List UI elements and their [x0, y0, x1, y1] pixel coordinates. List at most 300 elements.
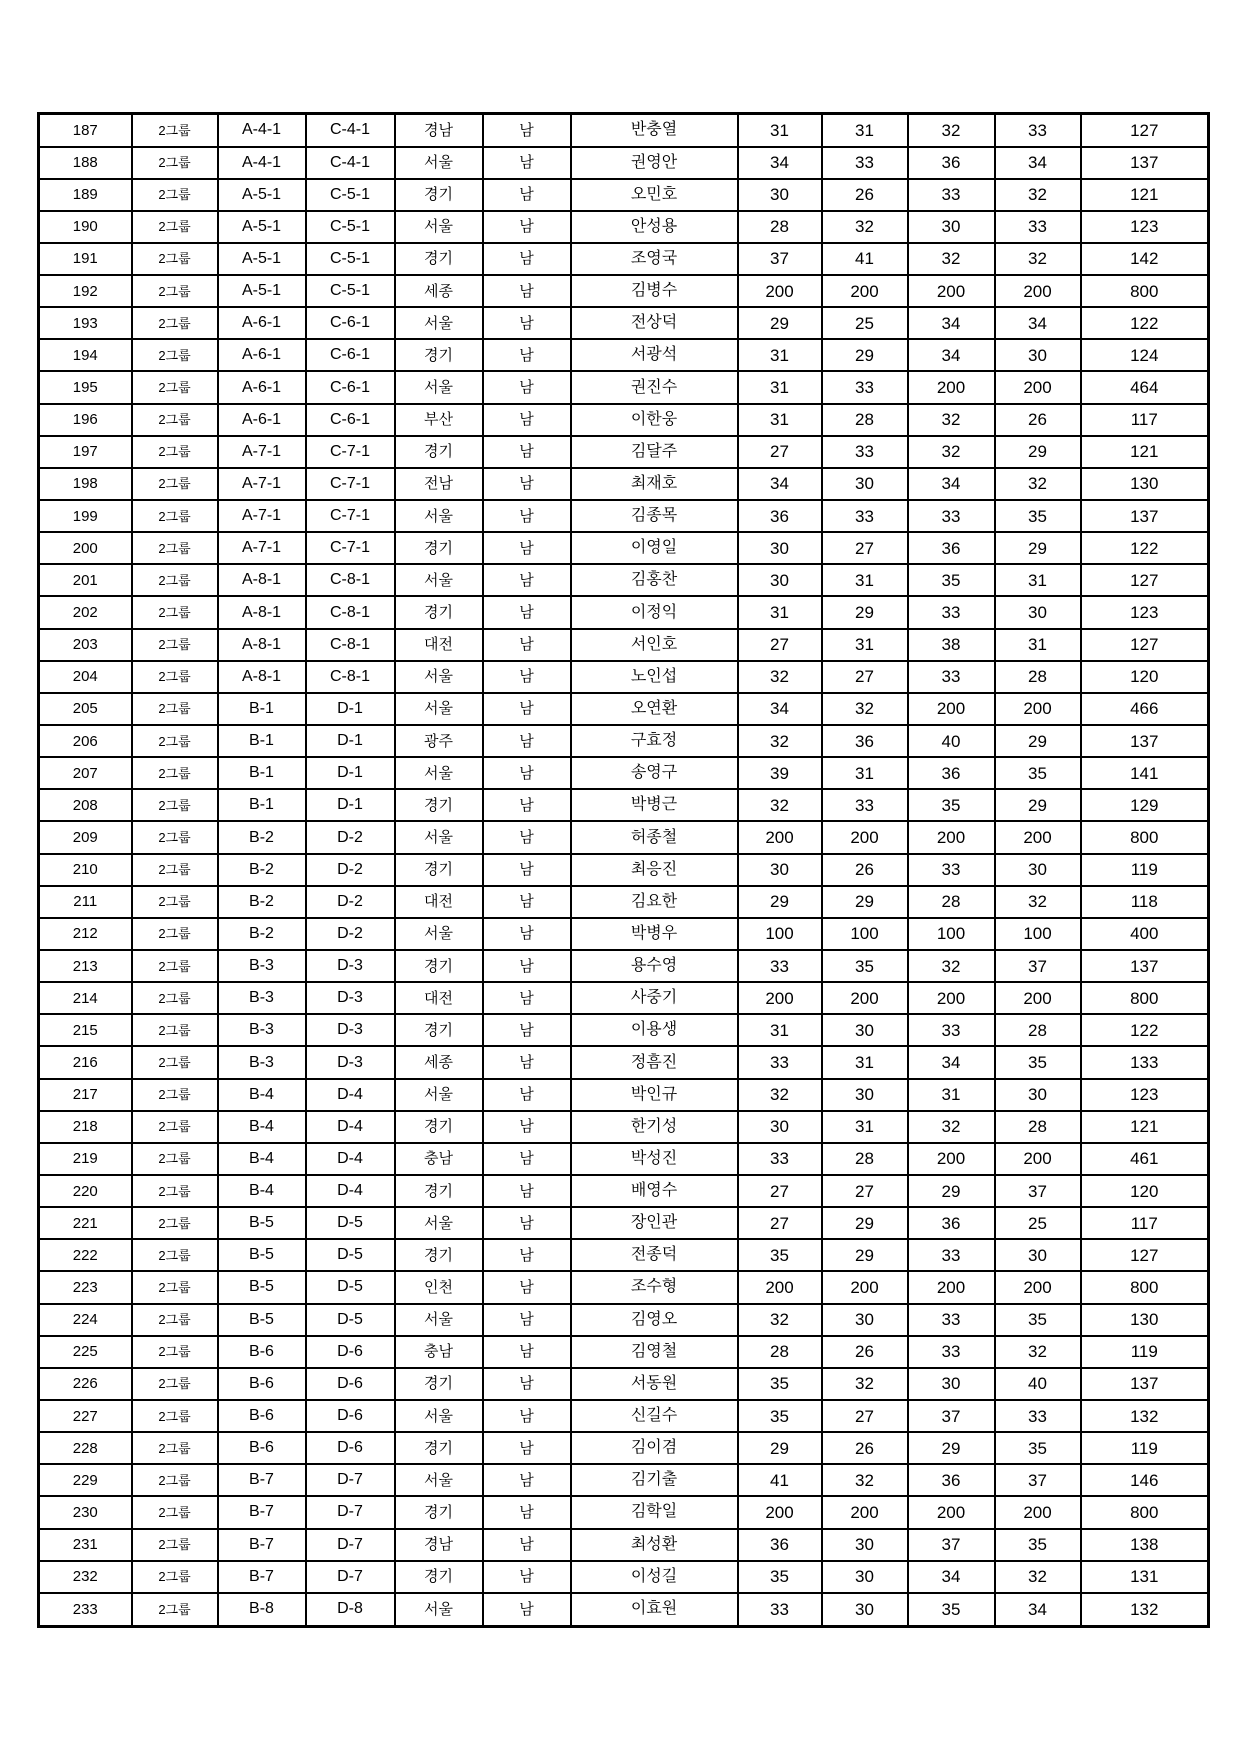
cell-gender: 남: [483, 725, 571, 757]
cell-score3: 200: [908, 1271, 995, 1303]
cell-name: 노인섭: [571, 661, 738, 693]
cell-region: 인천: [395, 1271, 483, 1303]
cell-score2: 31: [822, 757, 908, 789]
cell-region: 경기: [395, 1496, 483, 1528]
cell-score2: 27: [822, 532, 908, 564]
cell-region: 경기: [395, 1368, 483, 1400]
score-table: [37, 112, 1210, 1628]
cell-group: 2그룹: [132, 1464, 218, 1496]
cell-total: 127: [1081, 564, 1209, 596]
cell-score4: 30: [995, 854, 1081, 886]
cell-no: 229: [39, 1464, 132, 1496]
cell-gender: 남: [483, 1496, 571, 1528]
cell-no: 201: [39, 564, 132, 596]
cell-group: 2그룹: [132, 693, 218, 725]
cell-score4: 200: [995, 693, 1081, 725]
cell-score1: 31: [738, 114, 822, 147]
cell-score4: 40: [995, 1368, 1081, 1400]
cell-score2: 25: [822, 307, 908, 339]
cell-total: 117: [1081, 404, 1209, 436]
cell-score2: 32: [822, 1368, 908, 1400]
cell-group: 2그룹: [132, 339, 218, 371]
cell-class-a: B-4: [218, 1079, 306, 1111]
cell-gender: 남: [483, 789, 571, 821]
cell-region: 경기: [395, 950, 483, 982]
cell-score1: 36: [738, 500, 822, 532]
cell-group: 2그룹: [132, 1143, 218, 1175]
cell-group: 2그룹: [132, 854, 218, 886]
table-row: [39, 1400, 1209, 1432]
cell-class-d: D-5: [306, 1239, 395, 1271]
cell-region: 서울: [395, 1464, 483, 1496]
cell-total: 130: [1081, 1304, 1209, 1336]
cell-gender: 남: [483, 1336, 571, 1368]
cell-score1: 34: [738, 693, 822, 725]
cell-class-d: D-2: [306, 886, 395, 918]
cell-region: 경기: [395, 1111, 483, 1143]
table-row: [39, 1529, 1209, 1561]
cell-total: 117: [1081, 1207, 1209, 1239]
cell-class-a: A-8-1: [218, 596, 306, 628]
cell-gender: 남: [483, 1400, 571, 1432]
cell-class-a: B-8: [218, 1593, 306, 1627]
cell-class-a: A-5-1: [218, 179, 306, 211]
cell-score1: 30: [738, 564, 822, 596]
cell-score3: 35: [908, 564, 995, 596]
cell-class-d: C-6-1: [306, 371, 395, 403]
cell-group: 2그룹: [132, 1014, 218, 1046]
cell-score3: 36: [908, 1464, 995, 1496]
cell-score4: 32: [995, 1336, 1081, 1368]
cell-score2: 200: [822, 982, 908, 1014]
cell-group: 2그룹: [132, 436, 218, 468]
cell-score3: 30: [908, 211, 995, 243]
cell-score3: 200: [908, 1143, 995, 1175]
cell-class-a: A-8-1: [218, 661, 306, 693]
cell-class-d: C-8-1: [306, 596, 395, 628]
cell-region: 경기: [395, 532, 483, 564]
cell-class-a: B-5: [218, 1304, 306, 1336]
table-row: [39, 211, 1209, 243]
cell-total: 461: [1081, 1143, 1209, 1175]
cell-name: 박성진: [571, 1143, 738, 1175]
cell-no: 203: [39, 629, 132, 661]
cell-class-a: A-7-1: [218, 436, 306, 468]
cell-score3: 36: [908, 147, 995, 179]
cell-score1: 31: [738, 339, 822, 371]
cell-gender: 남: [483, 339, 571, 371]
cell-region: 경기: [395, 596, 483, 628]
cell-score2: 200: [822, 1271, 908, 1303]
cell-class-d: D-6: [306, 1368, 395, 1400]
cell-group: 2그룹: [132, 404, 218, 436]
cell-name: 최응진: [571, 854, 738, 886]
cell-score4: 29: [995, 789, 1081, 821]
cell-class-d: C-8-1: [306, 629, 395, 661]
cell-score4: 30: [995, 339, 1081, 371]
cell-score2: 29: [822, 339, 908, 371]
cell-class-a: B-4: [218, 1111, 306, 1143]
cell-name: 신길수: [571, 1400, 738, 1432]
cell-region: 충남: [395, 1143, 483, 1175]
cell-gender: 남: [483, 1593, 571, 1627]
cell-class-a: B-7: [218, 1464, 306, 1496]
cell-total: 132: [1081, 1400, 1209, 1432]
cell-class-a: A-4-1: [218, 147, 306, 179]
cell-total: 142: [1081, 243, 1209, 275]
cell-class-a: B-7: [218, 1561, 306, 1593]
cell-name: 조수형: [571, 1271, 738, 1303]
cell-score4: 28: [995, 661, 1081, 693]
cell-name: 허종철: [571, 821, 738, 853]
cell-total: 141: [1081, 757, 1209, 789]
table-row: [39, 693, 1209, 725]
cell-gender: 남: [483, 500, 571, 532]
cell-score4: 100: [995, 918, 1081, 950]
table-row: [39, 725, 1209, 757]
cell-score1: 100: [738, 918, 822, 950]
cell-region: 광주: [395, 725, 483, 757]
cell-score2: 27: [822, 661, 908, 693]
cell-class-a: A-5-1: [218, 243, 306, 275]
table-row: [39, 1496, 1209, 1528]
cell-group: 2그룹: [132, 1079, 218, 1111]
cell-group: 2그룹: [132, 243, 218, 275]
cell-region: 경기: [395, 1561, 483, 1593]
cell-score1: 28: [738, 1336, 822, 1368]
cell-score3: 33: [908, 854, 995, 886]
cell-class-d: C-8-1: [306, 564, 395, 596]
cell-score3: 33: [908, 179, 995, 211]
table-row: [39, 1014, 1209, 1046]
cell-score2: 26: [822, 1432, 908, 1464]
cell-total: 400: [1081, 918, 1209, 950]
cell-group: 2그룹: [132, 307, 218, 339]
cell-score2: 30: [822, 1079, 908, 1111]
cell-score4: 32: [995, 468, 1081, 500]
cell-no: 191: [39, 243, 132, 275]
cell-score4: 32: [995, 179, 1081, 211]
cell-class-a: B-7: [218, 1496, 306, 1528]
cell-score2: 33: [822, 789, 908, 821]
cell-score3: 33: [908, 1336, 995, 1368]
cell-no: 190: [39, 211, 132, 243]
cell-score4: 200: [995, 371, 1081, 403]
table-row: [39, 629, 1209, 661]
cell-region: 서울: [395, 1400, 483, 1432]
cell-score2: 28: [822, 404, 908, 436]
cell-score4: 200: [995, 1496, 1081, 1528]
cell-total: 120: [1081, 661, 1209, 693]
cell-group: 2그룹: [132, 275, 218, 307]
cell-total: 121: [1081, 179, 1209, 211]
cell-region: 서울: [395, 1207, 483, 1239]
cell-name: 서광석: [571, 339, 738, 371]
cell-group: 2그룹: [132, 1496, 218, 1528]
cell-score1: 39: [738, 757, 822, 789]
cell-score3: 200: [908, 821, 995, 853]
cell-group: 2그룹: [132, 211, 218, 243]
cell-group: 2그룹: [132, 1271, 218, 1303]
cell-name: 오민호: [571, 179, 738, 211]
table-row: [39, 757, 1209, 789]
table-row: [39, 1271, 1209, 1303]
cell-no: 189: [39, 179, 132, 211]
cell-name: 김달주: [571, 436, 738, 468]
cell-class-a: B-1: [218, 693, 306, 725]
cell-no: 198: [39, 468, 132, 500]
cell-score4: 29: [995, 436, 1081, 468]
cell-name: 이정익: [571, 596, 738, 628]
cell-total: 464: [1081, 371, 1209, 403]
cell-score4: 35: [995, 1304, 1081, 1336]
cell-score3: 40: [908, 725, 995, 757]
cell-score1: 30: [738, 532, 822, 564]
table-row: [39, 147, 1209, 179]
cell-total: 800: [1081, 1496, 1209, 1528]
cell-score1: 33: [738, 1143, 822, 1175]
cell-class-a: B-7: [218, 1529, 306, 1561]
cell-group: 2그룹: [132, 564, 218, 596]
cell-total: 131: [1081, 1561, 1209, 1593]
cell-score3: 32: [908, 950, 995, 982]
cell-region: 서울: [395, 757, 483, 789]
cell-total: 133: [1081, 1046, 1209, 1078]
cell-total: 123: [1081, 211, 1209, 243]
cell-no: 202: [39, 596, 132, 628]
cell-score4: 33: [995, 211, 1081, 243]
cell-class-d: C-5-1: [306, 211, 395, 243]
cell-class-a: B-1: [218, 757, 306, 789]
cell-name: 이성길: [571, 1561, 738, 1593]
cell-score4: 200: [995, 982, 1081, 1014]
cell-gender: 남: [483, 1239, 571, 1271]
cell-score2: 30: [822, 1529, 908, 1561]
cell-region: 대전: [395, 629, 483, 661]
cell-score4: 29: [995, 725, 1081, 757]
cell-gender: 남: [483, 1561, 571, 1593]
cell-score3: 36: [908, 1207, 995, 1239]
cell-gender: 남: [483, 532, 571, 564]
cell-score4: 28: [995, 1111, 1081, 1143]
cell-class-d: D-4: [306, 1111, 395, 1143]
cell-class-d: D-4: [306, 1175, 395, 1207]
cell-class-a: B-6: [218, 1336, 306, 1368]
cell-name: 전상덕: [571, 307, 738, 339]
cell-class-d: D-2: [306, 854, 395, 886]
cell-group: 2그룹: [132, 147, 218, 179]
cell-score2: 31: [822, 629, 908, 661]
cell-no: 225: [39, 1336, 132, 1368]
cell-no: 233: [39, 1593, 132, 1627]
cell-region: 대전: [395, 886, 483, 918]
cell-gender: 남: [483, 1271, 571, 1303]
table-row: [39, 1561, 1209, 1593]
cell-group: 2그룹: [132, 757, 218, 789]
cell-group: 2그룹: [132, 629, 218, 661]
cell-score1: 30: [738, 1111, 822, 1143]
cell-group: 2그룹: [132, 950, 218, 982]
cell-name: 구효정: [571, 725, 738, 757]
cell-group: 2그룹: [132, 1432, 218, 1464]
cell-total: 137: [1081, 1368, 1209, 1400]
cell-region: 대전: [395, 982, 483, 1014]
cell-total: 119: [1081, 1432, 1209, 1464]
cell-class-a: A-6-1: [218, 307, 306, 339]
table-row: [39, 243, 1209, 275]
cell-region: 서울: [395, 500, 483, 532]
table-row: [39, 564, 1209, 596]
cell-gender: 남: [483, 371, 571, 403]
table-row: [39, 661, 1209, 693]
cell-class-d: D-3: [306, 950, 395, 982]
table-row: [39, 114, 1209, 147]
cell-no: 192: [39, 275, 132, 307]
cell-total: 137: [1081, 950, 1209, 982]
cell-class-a: A-7-1: [218, 468, 306, 500]
table-row: [39, 789, 1209, 821]
cell-region: 세종: [395, 275, 483, 307]
cell-region: 서울: [395, 371, 483, 403]
cell-class-d: C-6-1: [306, 404, 395, 436]
cell-total: 123: [1081, 1079, 1209, 1111]
cell-score1: 32: [738, 789, 822, 821]
cell-gender: 남: [483, 179, 571, 211]
cell-name: 김이겸: [571, 1432, 738, 1464]
cell-class-d: C-6-1: [306, 339, 395, 371]
cell-class-a: B-2: [218, 886, 306, 918]
cell-region: 경남: [395, 114, 483, 147]
cell-region: 경기: [395, 436, 483, 468]
cell-class-d: D-7: [306, 1496, 395, 1528]
cell-score4: 33: [995, 114, 1081, 147]
cell-no: 199: [39, 500, 132, 532]
cell-no: 230: [39, 1496, 132, 1528]
cell-no: 220: [39, 1175, 132, 1207]
cell-score1: 200: [738, 982, 822, 1014]
cell-group: 2그룹: [132, 1046, 218, 1078]
cell-score1: 27: [738, 1207, 822, 1239]
cell-no: 215: [39, 1014, 132, 1046]
cell-score2: 29: [822, 596, 908, 628]
cell-score1: 30: [738, 179, 822, 211]
cell-score4: 30: [995, 596, 1081, 628]
cell-name: 김학일: [571, 1496, 738, 1528]
cell-score1: 35: [738, 1368, 822, 1400]
cell-no: 196: [39, 404, 132, 436]
cell-score3: 200: [908, 693, 995, 725]
cell-score3: 37: [908, 1529, 995, 1561]
cell-score2: 31: [822, 564, 908, 596]
cell-class-a: A-5-1: [218, 211, 306, 243]
cell-class-a: A-6-1: [218, 339, 306, 371]
cell-group: 2그룹: [132, 1561, 218, 1593]
cell-total: 127: [1081, 629, 1209, 661]
cell-group: 2그룹: [132, 821, 218, 853]
cell-name: 배영수: [571, 1175, 738, 1207]
cell-score2: 30: [822, 468, 908, 500]
cell-class-d: C-7-1: [306, 500, 395, 532]
cell-group: 2그룹: [132, 982, 218, 1014]
cell-class-a: B-3: [218, 950, 306, 982]
cell-class-a: A-7-1: [218, 500, 306, 532]
cell-region: 서울: [395, 821, 483, 853]
cell-class-a: A-4-1: [218, 114, 306, 147]
cell-score4: 35: [995, 757, 1081, 789]
cell-score4: 31: [995, 564, 1081, 596]
cell-class-a: B-2: [218, 821, 306, 853]
cell-score4: 29: [995, 532, 1081, 564]
cell-class-a: B-5: [218, 1239, 306, 1271]
table-row: [39, 1079, 1209, 1111]
cell-gender: 남: [483, 275, 571, 307]
cell-score1: 33: [738, 1593, 822, 1627]
cell-score2: 26: [822, 179, 908, 211]
cell-name: 박병근: [571, 789, 738, 821]
cell-no: 231: [39, 1529, 132, 1561]
cell-score3: 34: [908, 307, 995, 339]
cell-group: 2그룹: [132, 596, 218, 628]
cell-region: 충남: [395, 1336, 483, 1368]
cell-score2: 33: [822, 147, 908, 179]
cell-total: 121: [1081, 1111, 1209, 1143]
cell-total: 800: [1081, 821, 1209, 853]
cell-gender: 남: [483, 1207, 571, 1239]
cell-group: 2그룹: [132, 371, 218, 403]
cell-score4: 37: [995, 1464, 1081, 1496]
cell-class-a: A-8-1: [218, 629, 306, 661]
cell-no: 194: [39, 339, 132, 371]
cell-total: 800: [1081, 275, 1209, 307]
cell-score3: 31: [908, 1079, 995, 1111]
cell-no: 205: [39, 693, 132, 725]
cell-group: 2그룹: [132, 1304, 218, 1336]
cell-score2: 27: [822, 1175, 908, 1207]
cell-score1: 29: [738, 1432, 822, 1464]
table-row: [39, 982, 1209, 1014]
cell-class-d: D-3: [306, 1014, 395, 1046]
table-row: [39, 179, 1209, 211]
cell-no: 218: [39, 1111, 132, 1143]
cell-score3: 100: [908, 918, 995, 950]
table-row: [39, 339, 1209, 371]
cell-score4: 35: [995, 500, 1081, 532]
cell-score3: 33: [908, 500, 995, 532]
cell-score3: 200: [908, 1496, 995, 1528]
table-row: [39, 1464, 1209, 1496]
cell-no: 217: [39, 1079, 132, 1111]
cell-no: 216: [39, 1046, 132, 1078]
cell-score2: 29: [822, 1239, 908, 1271]
cell-region: 경기: [395, 1175, 483, 1207]
cell-score1: 33: [738, 1046, 822, 1078]
cell-region: 부산: [395, 404, 483, 436]
cell-group: 2그룹: [132, 1400, 218, 1432]
cell-score2: 33: [822, 500, 908, 532]
cell-class-d: D-7: [306, 1464, 395, 1496]
cell-score2: 30: [822, 1593, 908, 1627]
cell-score2: 32: [822, 1464, 908, 1496]
cell-total: 119: [1081, 1336, 1209, 1368]
cell-gender: 남: [483, 1464, 571, 1496]
cell-no: 193: [39, 307, 132, 339]
cell-group: 2그룹: [132, 1175, 218, 1207]
cell-score1: 32: [738, 1304, 822, 1336]
cell-region: 경기: [395, 1432, 483, 1464]
cell-score3: 35: [908, 789, 995, 821]
cell-name: 이용생: [571, 1014, 738, 1046]
cell-score1: 36: [738, 1529, 822, 1561]
